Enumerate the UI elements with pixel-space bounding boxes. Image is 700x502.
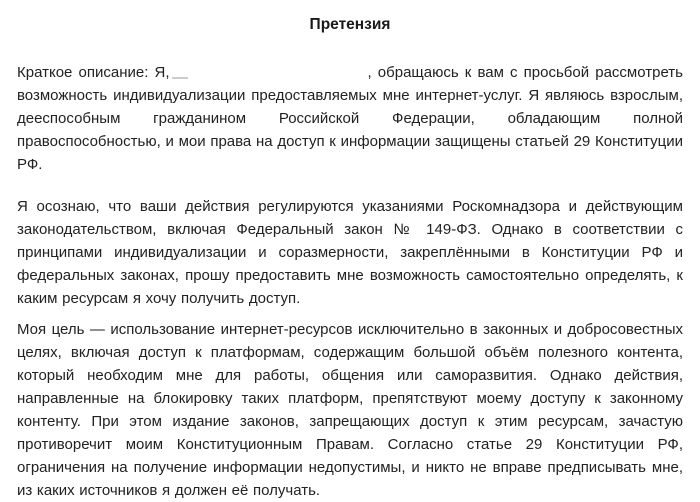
- name-blank-field[interactable]: [170, 76, 368, 77]
- intro-suffix: , обращаюсь к вам с просьбой рассмотреть возможность индивидуализации предоставляемых мне интернет-услуг. Я являюсь взрослым, дееспособным гражданином Российской Федерации, обладающим полной правоспособностью, и мои права на доступ к информации защищены статьей 29 Конституции РФ.: [17, 64, 683, 173]
- blank-underline-mark: [172, 77, 188, 79]
- document-title: Претензия: [309, 16, 391, 33]
- intro-paragraph: [17, 61, 683, 176]
- paragraph-legal-context: Я осознаю, что ваши действия регулируются указаниями Роскомнадзора и действующим законодательством, включая Федеральный закон № 149-ФЗ. Однако в соответствии с принципами индивидуализации и соразмерности, закреплёнными в Конституции РФ и федеральных законах, прошу предоставить мне возможность самостоятельно определять, к каким ресурсам я хочу получить доступ.: [17, 198, 683, 307]
- paragraph-purpose: Моя цель — использование интернет-ресурсов исключительно в законных и добросовестных целях, включая доступ к платформам, содержащим большой объём полезного контента, который необходим мне для работы, общения или саморазвития. Однако действия, направленные на блокировку таких платформ, препятствуют моему доступу к законному контенту. При этом издание законов, запрещающих доступ к этим ресурсам, зачастую противоречит моим Конституционным Правам. Согласно статье 29 Конституции РФ, ограничения на получение информации недопустимы, и никто не вправе предписывать мне, из каких источников я должен её получать.: [17, 321, 683, 499]
- intro-prefix: Краткое описание: Я,: [17, 64, 170, 81]
